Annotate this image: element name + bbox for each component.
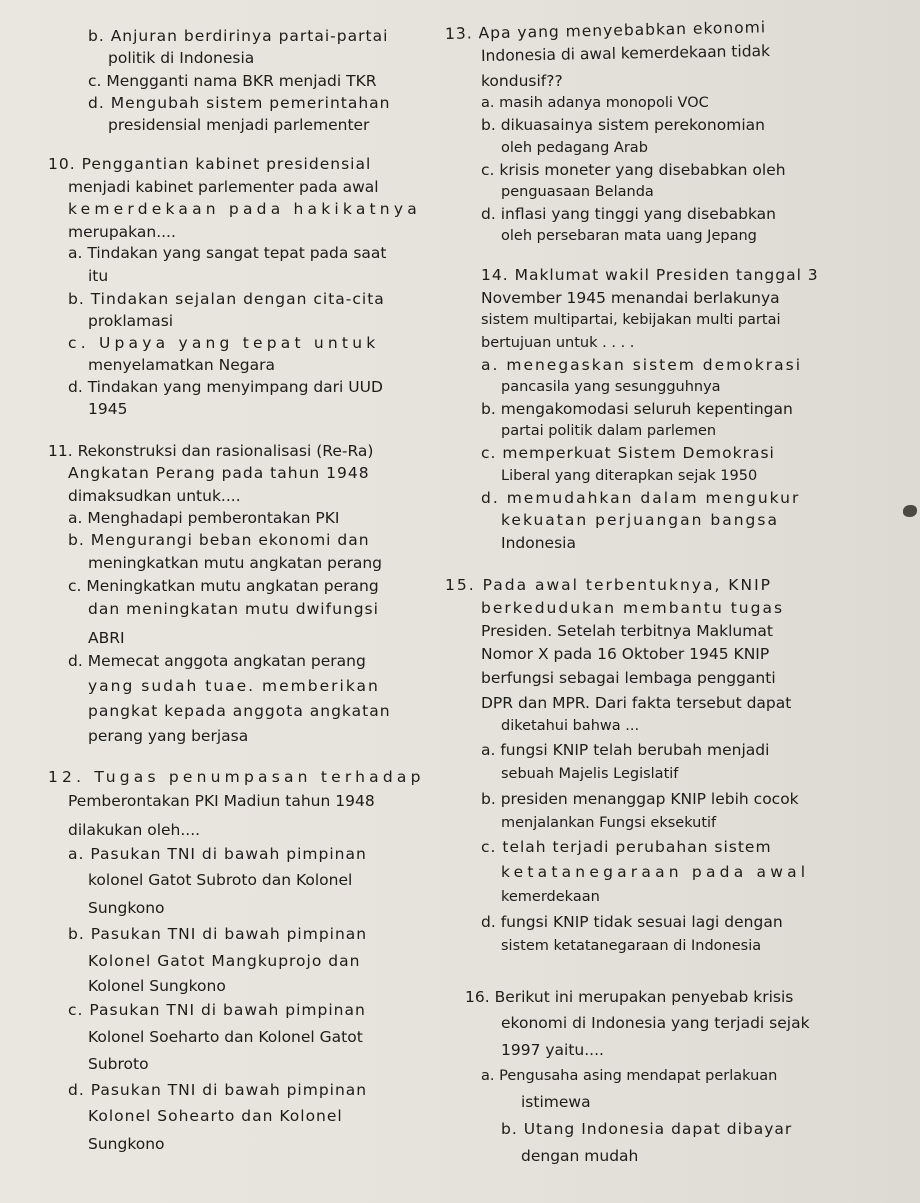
q10-stem-2: menjadi kabinet parlementer pada awal xyxy=(68,178,379,196)
q10-option-b-cont: proklamasi xyxy=(88,312,174,330)
q9-option-c: c. Mengganti nama BKR menjadi TKR xyxy=(88,72,377,90)
q12-option-b-cont: Kolonel Gatot Mangkuprojo dan xyxy=(88,952,361,970)
q11-option-d-cont: yang sudah tuae. memberikan xyxy=(88,677,380,695)
q11-option-d-cont-2: pangkat kepada anggota angkatan xyxy=(88,702,391,720)
q10-option-c-cont: menyelamatkan Negara xyxy=(88,356,275,374)
q10-option-d-cont: 1945 xyxy=(88,400,128,418)
q14-stem-1: 14. Maklumat wakil Presiden tanggal 3 xyxy=(481,266,819,284)
q16-stem-1: 16. Berikut ini merupakan penyebab krisis xyxy=(465,988,794,1006)
q10-stem-1: 10. Penggantian kabinet presidensial xyxy=(48,155,372,173)
q12-option-d-cont-2: Sungkono xyxy=(88,1135,165,1153)
q16-option-a-cont: istimewa xyxy=(521,1093,591,1111)
q12-option-a: a. Pasukan TNI di bawah pimpinan xyxy=(68,845,367,863)
q14-option-b: b. mengakomodasi seluruh kepentingan xyxy=(481,400,793,418)
q14-option-a: a. menegaskan sistem demokrasi xyxy=(481,356,802,374)
q15-stem-1: 15. Pada awal terbentuknya, KNIP xyxy=(445,576,772,594)
q11-option-a: a. Menghadapi pemberontakan PKI xyxy=(68,509,340,527)
q15-option-c: c. telah terjadi perubahan sistem xyxy=(481,838,772,856)
q15-option-c-cont-2: kemerdekaan xyxy=(501,889,600,905)
q14-option-a-cont: pancasila yang sesungguhnya xyxy=(501,379,721,395)
q13-option-d-cont: oleh persebaran mata uang Jepang xyxy=(501,228,757,244)
q16-option-b-cont: dengan mudah xyxy=(521,1147,639,1165)
q11-option-b-cont: meningkatkan mutu angkatan perang xyxy=(88,554,383,572)
q15-option-d: d. fungsi KNIP tidak sesuai lagi dengan xyxy=(481,913,783,931)
q14-stem-3: sistem multipartai, kebijakan multi partai xyxy=(481,312,781,328)
q11-option-c-cont: dan meningkatan mutu dwifungsi xyxy=(88,600,379,618)
q15-option-b: b. presiden menanggap KNIP lebih cocok xyxy=(481,790,799,808)
q14-stem-4: bertujuan untuk . . . . xyxy=(481,335,635,351)
q11-option-b: b. Mengurangi beban ekonomi dan xyxy=(68,531,370,549)
q11-stem-2: Angkatan Perang pada tahun 1948 xyxy=(68,464,370,482)
q9-option-d: d. Mengubah sistem pemerintahan xyxy=(88,94,391,112)
q10-stem-3: kemerdekaan pada hakikatnya xyxy=(68,200,421,218)
q12-option-c-cont: Kolonel Soeharto dan Kolonel Gatot xyxy=(88,1028,363,1046)
q12-option-a-cont: kolonel Gatot Subroto dan Kolonel xyxy=(88,871,353,889)
q12-option-c-cont-2: Subroto xyxy=(88,1055,149,1073)
q11-option-c: c. Meningkatkan mutu angkatan perang xyxy=(68,577,379,595)
q13-option-b: b. dikuasainya sistem perekonomian xyxy=(481,116,765,134)
q13-option-c: c. krisis moneter yang disebabkan oleh xyxy=(481,161,786,179)
q15-option-d-cont: sistem ketatanegaraan di Indonesia xyxy=(501,938,762,954)
q12-option-b: b. Pasukan TNI di bawah pimpinan xyxy=(68,925,368,943)
q13-option-c-cont: penguasaan Belanda xyxy=(501,184,654,200)
q16-option-b: b. Utang Indonesia dapat dibayar xyxy=(501,1120,793,1138)
q15-stem-7: diketahui bahwa ... xyxy=(501,718,640,734)
q14-option-d: d. memudahkan dalam mengukur xyxy=(481,489,801,507)
q12-stem-3: dilakukan oleh.... xyxy=(68,821,201,839)
q12-option-a-cont-2: Sungkono xyxy=(88,899,165,917)
ink-spot-mark xyxy=(903,505,917,517)
q12-stem-2: Pemberontakan PKI Madiun tahun 1948 xyxy=(68,792,375,810)
q10-option-d: d. Tindakan yang menyimpang dari UUD xyxy=(68,378,383,396)
q12-option-c: c. Pasukan TNI di bawah pimpinan xyxy=(68,1001,366,1019)
q11-stem-1: 11. Rekonstruksi dan rasionalisasi (Re-Ra) xyxy=(48,442,374,460)
q12-option-b-cont-2: Kolonel Sungkono xyxy=(88,977,226,995)
q12-option-d: d. Pasukan TNI di bawah pimpinan xyxy=(68,1081,368,1099)
q13-option-d: d. inflasi yang tinggi yang disebabkan xyxy=(481,205,776,223)
q15-stem-2: berkedudukan membantu tugas xyxy=(481,599,785,617)
q14-option-c-cont: Liberal yang diterapkan sejak 1950 xyxy=(501,468,758,484)
q16-option-a: a. Pengusaha asing mendapat perlakuan xyxy=(481,1068,778,1084)
q9-option-b: b. Anjuran berdirinya partai-partai xyxy=(88,27,389,45)
q13-option-b-cont: oleh pedagang Arab xyxy=(501,140,648,156)
q11-option-d: d. Memecat anggota angkatan perang xyxy=(68,652,366,670)
q15-stem-6: DPR dan MPR. Dari fakta tersebut dapat xyxy=(481,694,792,712)
q10-option-a-cont: itu xyxy=(88,267,109,285)
q16-stem-3: 1997 yaitu.... xyxy=(501,1041,604,1059)
q15-option-c-cont: ketatanegaraan pada awal xyxy=(501,863,810,881)
q13-option-a: a. masih adanya monopoli VOC xyxy=(481,95,709,111)
q12-stem-1: 12. Tugas penumpasan terhadap xyxy=(48,768,425,786)
q15-stem-4: Nomor X pada 16 Oktober 1945 KNIP xyxy=(481,645,770,663)
q14-option-b-cont: partai politik dalam parlemen xyxy=(501,423,717,439)
q13-stem-2: Indonesia di awal kemerdekaan tidak xyxy=(480,41,771,65)
q9-option-d-cont: presidensial menjadi parlementer xyxy=(108,116,370,134)
q14-option-d-cont-2: Indonesia xyxy=(501,534,576,552)
q16-stem-2: ekonomi di Indonesia yang terjadi sejak xyxy=(501,1014,810,1032)
q10-stem-4: merupakan.... xyxy=(68,223,176,241)
q15-option-a: a. fungsi KNIP telah berubah menjadi xyxy=(481,741,770,759)
q15-option-b-cont: menjalankan Fungsi eksekutif xyxy=(501,815,717,831)
q11-stem-3: dimaksudkan untuk.... xyxy=(68,487,241,505)
q15-option-a-cont: sebuah Majelis Legislatif xyxy=(501,766,679,782)
q9-option-b-cont: politik di Indonesia xyxy=(108,49,255,67)
q11-option-d-cont-3: perang yang berjasa xyxy=(88,727,249,745)
q13-stem-1: 13. Apa yang menyebabkan ekonomi xyxy=(444,18,767,43)
q14-option-c: c. memperkuat Sistem Demokrasi xyxy=(481,444,775,462)
q13-stem-3: kondusif?? xyxy=(481,72,563,90)
q12-option-d-cont: Kolonel Sohearto dan Kolonel xyxy=(88,1107,343,1125)
q11-option-c-cont-2: ABRI xyxy=(88,629,125,647)
q14-option-d-cont: kekuatan perjuangan bangsa xyxy=(501,511,779,529)
q10-option-c: c. Upaya yang tepat untuk xyxy=(68,334,380,352)
q15-stem-5: berfungsi sebagai lembaga pengganti xyxy=(481,669,776,687)
q10-option-b: b. Tindakan sejalan dengan cita-cita xyxy=(68,290,385,308)
q14-stem-2: November 1945 menandai berlakunya xyxy=(481,289,780,307)
q15-stem-3: Presiden. Setelah terbitnya Maklumat xyxy=(481,622,773,640)
q10-option-a: a. Tindakan yang sangat tepat pada saat xyxy=(68,244,387,262)
